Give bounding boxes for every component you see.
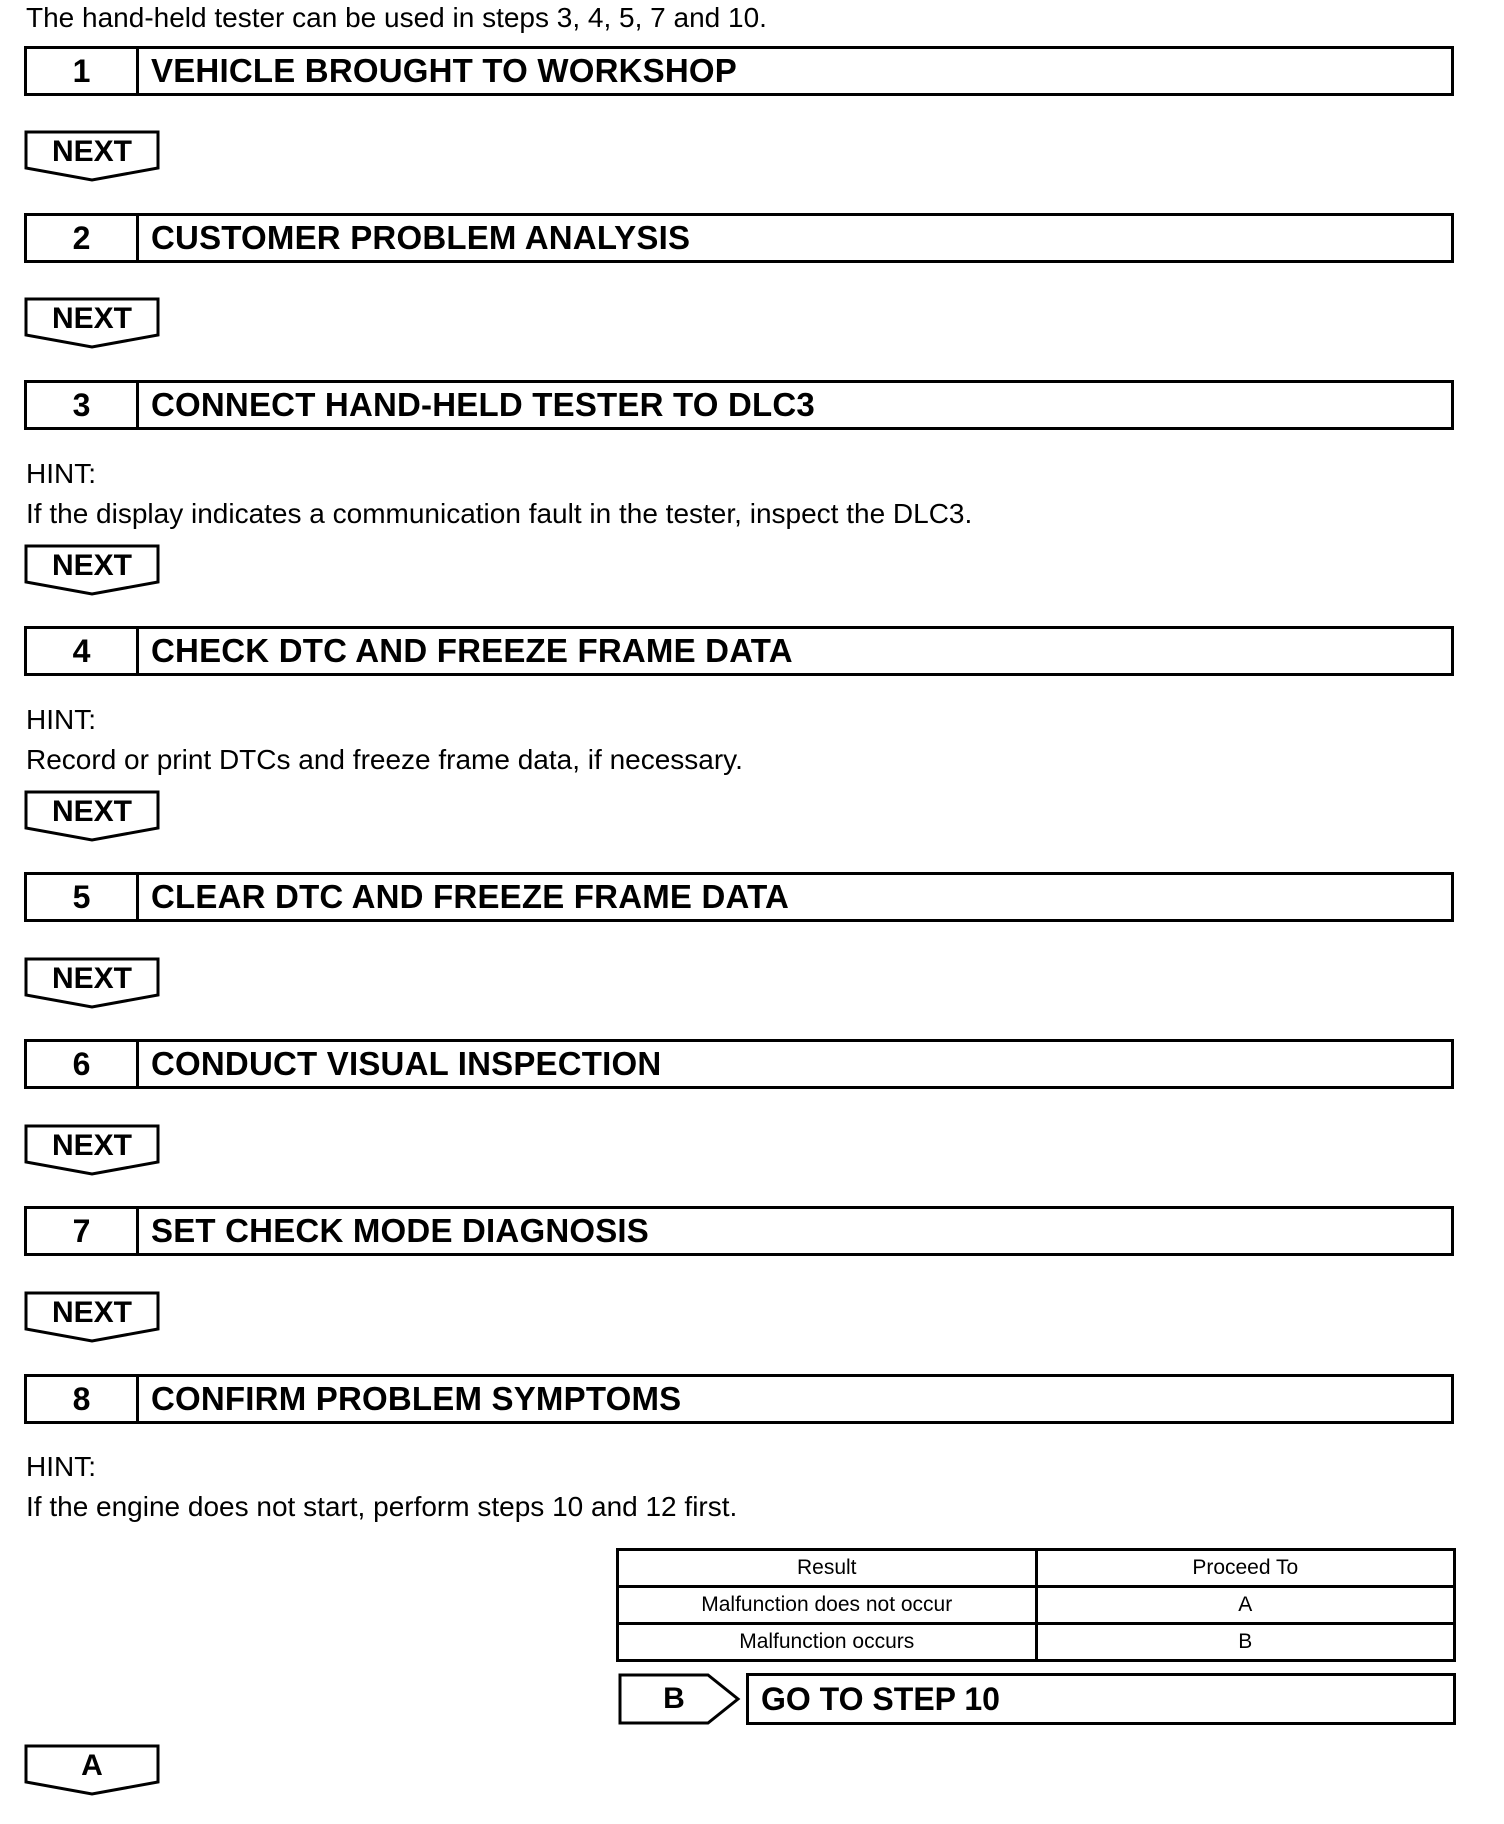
step-6-header xyxy=(24,1039,1454,1089)
next-button[interactable] xyxy=(24,957,160,1009)
step-title: CUSTOMER PROBLEM ANALYSIS xyxy=(151,219,691,256)
next-label: NEXT xyxy=(51,549,132,582)
next-button[interactable] xyxy=(24,297,160,349)
next-button[interactable] xyxy=(24,544,160,596)
step-4-header xyxy=(24,626,1454,676)
step-number: 5 xyxy=(27,875,139,919)
step-8-header xyxy=(24,1374,1454,1424)
next-label: NEXT xyxy=(51,1296,132,1329)
step-title: CONFIRM PROBLEM SYMPTOMS xyxy=(151,1380,682,1417)
go-to-step-box: GO TO STEP 10 xyxy=(746,1673,1456,1725)
hint-label: HINT: xyxy=(26,704,96,735)
step-2-header xyxy=(24,213,1454,263)
branch-b-row xyxy=(618,1673,1456,1725)
step-number: 4 xyxy=(27,629,139,673)
hint-label: HINT: xyxy=(26,458,96,489)
step-3-header xyxy=(24,380,1454,430)
step-title: CONDUCT VISUAL INSPECTION xyxy=(151,1045,662,1082)
proceed-cell: B xyxy=(1036,1624,1455,1661)
intro-text: The hand-held tester can be used in steps 3, 4, 5, 7 and 10. xyxy=(26,2,767,33)
branch-a-label: A xyxy=(81,1749,103,1782)
next-button[interactable] xyxy=(24,130,160,182)
step-7-header xyxy=(24,1206,1454,1256)
step-number: 6 xyxy=(27,1042,139,1086)
table-header-row xyxy=(618,1550,1455,1587)
result-cell: Malfunction does not occur xyxy=(618,1587,1037,1624)
hint-text: If the display indicates a communication fault in the tester, inspect the DLC3. xyxy=(26,498,973,529)
step-title: CONNECT HAND-HELD TESTER TO DLC3 xyxy=(151,386,815,423)
next-label: NEXT xyxy=(51,962,132,995)
column-header: Result xyxy=(618,1550,1037,1587)
proceed-cell: A xyxy=(1036,1587,1455,1624)
next-label: NEXT xyxy=(51,302,132,335)
next-button[interactable] xyxy=(24,1124,160,1176)
table-row xyxy=(618,1587,1455,1624)
step-title: VEHICLE BROUGHT TO WORKSHOP xyxy=(151,52,737,89)
step-number: 3 xyxy=(27,383,139,427)
table-row xyxy=(618,1624,1455,1661)
step-number: 2 xyxy=(27,216,139,260)
next-label: NEXT xyxy=(51,795,132,828)
branch-b-label: B xyxy=(663,1682,685,1715)
step-number: 1 xyxy=(27,49,139,93)
step-title: CHECK DTC AND FREEZE FRAME DATA xyxy=(151,632,793,669)
result-cell: Malfunction occurs xyxy=(618,1624,1037,1661)
step-5-header xyxy=(24,872,1454,922)
next-label: NEXT xyxy=(51,135,132,168)
step-title: CLEAR DTC AND FREEZE FRAME DATA xyxy=(151,878,790,915)
step-number: 8 xyxy=(27,1377,139,1421)
result-table xyxy=(616,1548,1456,1662)
step-number: 7 xyxy=(27,1209,139,1253)
next-button[interactable] xyxy=(24,1291,160,1343)
hint-text: Record or print DTCs and freeze frame data, if necessary. xyxy=(26,744,743,775)
hint-text: If the engine does not start, perform steps 10 and 12 first. xyxy=(26,1491,738,1522)
branch-a-button[interactable] xyxy=(24,1744,160,1796)
next-label: NEXT xyxy=(51,1129,132,1162)
hint-label: HINT: xyxy=(26,1451,96,1482)
step-1-header xyxy=(24,46,1454,96)
step-title: SET CHECK MODE DIAGNOSIS xyxy=(151,1212,650,1249)
column-header: Proceed To xyxy=(1036,1550,1455,1587)
next-button[interactable] xyxy=(24,790,160,842)
